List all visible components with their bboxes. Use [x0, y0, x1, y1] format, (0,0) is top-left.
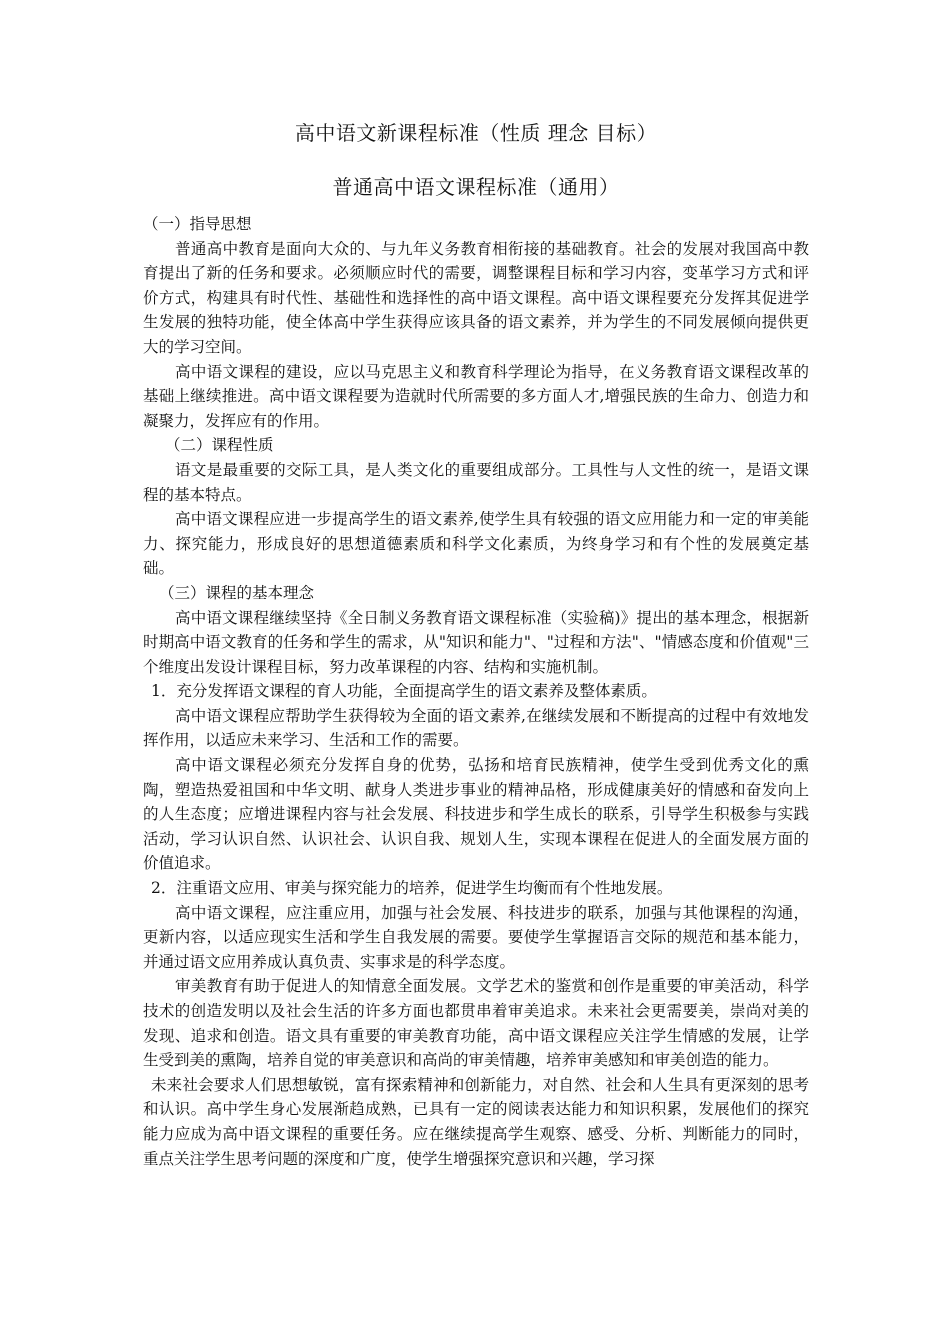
paragraph: 高中语文课程的建设，应以马克思主义和教育科学理论为指导，在义务教育语文课程改革的基础上继续推进。高中语文课程要为造就时代所需要的多方面人才,增强民族的生命力、创造力和凝聚力，发挥应有的作用。	[143, 362, 809, 430]
section-heading-guiding-thought: （一）指导思想	[143, 215, 252, 233]
document-title: 高中语文新课程标准（性质 理念 目标）	[294, 121, 658, 145]
paragraph: 审美教育有助于促进人的知情意全面发展。文学艺术的鉴赏和创作是重要的审美活动，科学技术的创造发明以及社会生活的许多方面也都贯串着审美追求。未来社会更需要美，崇尚对美的发现、追求和创造。语文具有重要的审美教育功能，高中语文课程应关注学生情感的发展，让学生受到美的熏陶，培养自觉的审美意识和高尚的审美情趣，培养审美感知和审美创造的能力。	[143, 977, 809, 1070]
numbered-item-1: 1．充分发挥语文课程的育人功能，全面提高学生的语文素养及整体素质。	[151, 682, 657, 701]
section-heading-course-nature: （二）课程性质	[165, 436, 274, 455]
paragraph: 高中语文课程应进一步提高学生的语文素养,使学生具有较强的语文应用能力和一定的审美能力、探究能力，形成良好的思想道德素质和科学文化素质，为终身学习和有个性的发展奠定基础。	[143, 510, 809, 578]
paragraph: 未来社会要求人们思想敏锐，富有探索精神和创新能力，对自然、社会和人生具有更深刻的思考和认识。高中学生身心发展渐趋成熟，已具有一定的阅读表达能力和知识积累，发展他们的探究能力应成为高中语文课程的重要任务。应在继续提高学生观察、感受、分析、判断能力的同时，重点关注学生思考问题的深度和广度，使学生增强探究意识和兴趣，学习探	[143, 1075, 809, 1168]
paragraph: 高中语文课程继续坚持《全日制义务教育语文课程标准（实验稿)》提出的基本理念，根据新时期高中语文教育的任务和学生的需求，从"知识和能力"、"过程和方法"、"情感态度和价值观"三个维度出发设计课程目标，努力改革课程的内容、结构和实施机制。	[143, 608, 809, 676]
paragraph: 高中语文课程必须充分发挥自身的优势，弘扬和培育民族精神，使学生受到优秀文化的熏陶，塑造热爱祖国和中华文明、献身人类进步事业的精神品格，形成健康美好的情感和奋发向上的人生态度；应增进课程内容与社会发展、科技进步和学生成长的联系，引导学生积极参与实践活动，学习认识自然、认识社会、认识自我、规划人生，实现本课程在促进人的全面发展方面的价值追求。	[143, 756, 809, 873]
paragraph: 高中语文课程应帮助学生获得较为全面的语文素养,在继续发展和不断提高的过程中有效地发挥作用，以适应未来学习、生活和工作的需要。	[143, 706, 809, 750]
document-page	[143, 118, 809, 1171]
document-subtitle: 普通高中语文课程标准（通用）	[332, 175, 620, 199]
section-heading-basic-concepts: （三）课程的基本理念	[159, 583, 315, 602]
paragraph: 高中语文课程，应注重应用，加强与社会发展、科技进步的联系，加强与其他课程的沟通，更新内容，以适应现实生活和学生自我发展的需要。要使学生掌握语言交际的规范和基本能力，并通过语文应用养成认真负责、实事求是的科学态度。	[143, 903, 809, 971]
numbered-item-2: 2．注重语文应用、审美与探究能力的培养，促进学生均衡而有个性地发展。	[151, 879, 673, 898]
paragraph: 普通高中教育是面向大众的、与九年义务教育相衔接的基础教育。社会的发展对我国高中教育提出了新的任务和要求。必须顺应时代的需要，调整课程目标和学习内容，变革学习方式和评价方式，构建具有时代性、基础性和选择性的高中语文课程。高中语文课程要充分发挥其促进学生发展的独特功能，使全体高中学生获得应该具备的语文素养，并为学生的不同发展倾向提供更大的学习空间。	[143, 239, 809, 356]
paragraph: 语文是最重要的交际工具，是人类文化的重要组成部分。工具性与人文性的统一，是语文课程的基本特点。	[143, 460, 809, 504]
